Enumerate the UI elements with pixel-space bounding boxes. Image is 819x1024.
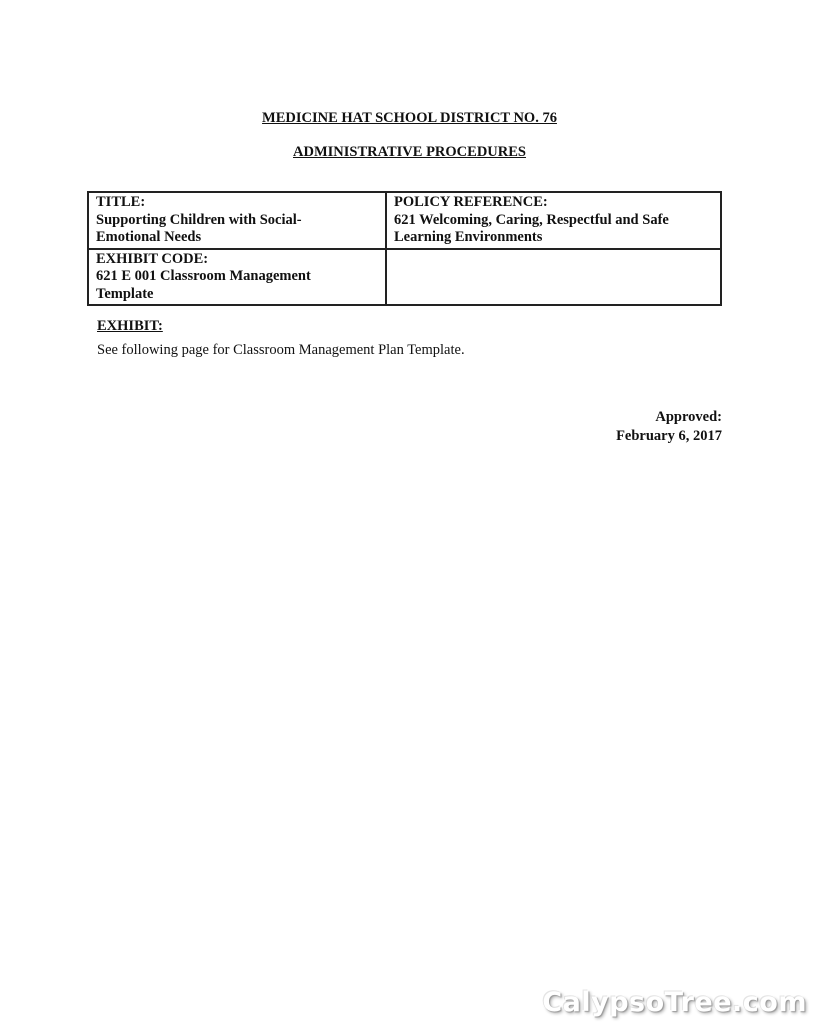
approved-date: February 6, 2017 (616, 428, 722, 444)
info-table (87, 191, 722, 306)
title-value-line2: Emotional Needs (96, 229, 202, 245)
approval-block (616, 408, 722, 446)
title-value-line1: Supporting Children with Social- (96, 211, 302, 228)
district-heading: MEDICINE HAT SCHOOL DISTRICT NO. 76 (262, 110, 557, 126)
exhibit-heading: EXHIBIT: (97, 318, 163, 334)
procedures-heading: ADMINISTRATIVE PROCEDURES (293, 144, 526, 160)
table-row (88, 249, 721, 306)
policy-reference-line2: Learning Environments (394, 229, 543, 245)
approved-label: Approved: (655, 409, 722, 425)
policy-reference-cell (386, 192, 721, 249)
policy-reference-line1: 621 Welcoming, Caring, Respectful and Safe (394, 211, 669, 228)
table-row (88, 192, 721, 249)
empty-cell (386, 249, 721, 306)
watermark: CalypsoTree.com (542, 987, 807, 1018)
exhibit-code-line1: 621 E 001 Classroom Management (96, 268, 311, 284)
exhibit-code-cell (88, 249, 386, 306)
policy-reference-label: POLICY REFERENCE: (394, 194, 548, 210)
exhibit-description: See following page for Classroom Management Plan Template. (97, 342, 465, 358)
title-cell (88, 192, 386, 249)
exhibit-code-line2: Template (96, 285, 154, 302)
exhibit-code-label: EXHIBIT CODE: (96, 250, 209, 267)
title-label: TITLE: (96, 194, 146, 210)
